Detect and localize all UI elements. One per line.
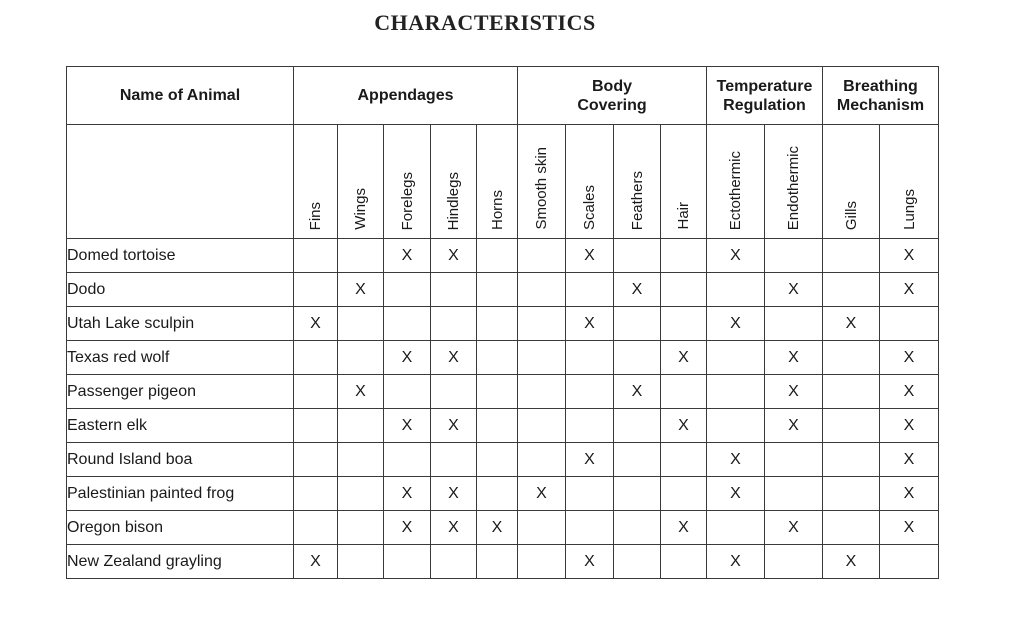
check-mark-cell: X bbox=[880, 409, 939, 443]
empty-cell bbox=[823, 239, 880, 273]
empty-cell bbox=[477, 545, 518, 579]
table-row bbox=[67, 545, 939, 579]
check-mark-cell: X bbox=[431, 409, 477, 443]
column-header-label: Hindlegs bbox=[445, 171, 462, 230]
check-mark-cell: X bbox=[431, 477, 477, 511]
empty-cell bbox=[294, 409, 338, 443]
check-mark-cell: X bbox=[880, 375, 939, 409]
empty-cell bbox=[765, 239, 823, 273]
empty-cell bbox=[765, 443, 823, 477]
empty-cell bbox=[707, 341, 765, 375]
empty-cell bbox=[477, 443, 518, 477]
animal-name: Round Island boa bbox=[67, 443, 294, 477]
empty-cell bbox=[518, 511, 566, 545]
body-covering-header: Body Covering bbox=[518, 67, 707, 125]
empty-cell bbox=[823, 375, 880, 409]
check-mark-cell: X bbox=[338, 375, 384, 409]
empty-cell bbox=[338, 307, 384, 341]
column-header-label: Ectothermic bbox=[727, 150, 744, 230]
empty-cell bbox=[431, 307, 477, 341]
check-mark-cell: X bbox=[707, 239, 765, 273]
column-header-label: Horns bbox=[488, 189, 506, 230]
empty-cell bbox=[765, 307, 823, 341]
column-header-fins bbox=[294, 125, 338, 239]
animal-name: Oregon bison bbox=[67, 511, 294, 545]
table-row bbox=[67, 341, 939, 375]
empty-cell bbox=[823, 477, 880, 511]
empty-cell bbox=[518, 341, 566, 375]
check-mark-cell: X bbox=[431, 511, 477, 545]
page-title: CHARACTERISTICS bbox=[374, 10, 596, 35]
empty-cell bbox=[431, 443, 477, 477]
column-header-endothermic bbox=[765, 125, 823, 239]
check-mark-cell: X bbox=[614, 375, 661, 409]
empty-cell bbox=[477, 375, 518, 409]
empty-cell bbox=[566, 409, 614, 443]
empty-cell bbox=[707, 375, 765, 409]
empty-cell bbox=[294, 239, 338, 273]
empty-cell bbox=[518, 307, 566, 341]
check-mark-cell: X bbox=[880, 477, 939, 511]
empty-cell bbox=[294, 443, 338, 477]
empty-cell bbox=[823, 443, 880, 477]
empty-cell bbox=[823, 409, 880, 443]
check-mark-cell: X bbox=[880, 341, 939, 375]
column-header-label: Hair bbox=[675, 202, 692, 230]
empty-cell bbox=[765, 545, 823, 579]
column-header-label: Scales bbox=[581, 184, 598, 230]
check-mark-cell: X bbox=[431, 341, 477, 375]
empty-cell bbox=[338, 443, 384, 477]
table-row bbox=[67, 409, 939, 443]
empty-cell bbox=[765, 477, 823, 511]
column-header-label: Smooth skin bbox=[533, 147, 550, 230]
empty-cell bbox=[384, 307, 431, 341]
check-mark-cell: X bbox=[566, 239, 614, 273]
empty-cell bbox=[477, 409, 518, 443]
column-header-scales bbox=[566, 125, 614, 239]
animal-name: Eastern elk bbox=[67, 409, 294, 443]
empty-cell bbox=[661, 375, 707, 409]
empty-cell bbox=[294, 511, 338, 545]
empty-cell bbox=[477, 273, 518, 307]
column-header-wings bbox=[338, 125, 384, 239]
check-mark-cell: X bbox=[707, 545, 765, 579]
empty-cell bbox=[338, 511, 384, 545]
column-header-label: Wings bbox=[352, 188, 369, 230]
empty-cell bbox=[384, 443, 431, 477]
check-mark-cell: X bbox=[707, 443, 765, 477]
empty-cell bbox=[518, 273, 566, 307]
empty-cell bbox=[614, 477, 661, 511]
empty-cell bbox=[338, 239, 384, 273]
check-mark-cell: X bbox=[823, 545, 880, 579]
empty-cell bbox=[614, 511, 661, 545]
check-mark-cell: X bbox=[566, 307, 614, 341]
check-mark-cell: X bbox=[518, 477, 566, 511]
group-header-row bbox=[67, 67, 939, 125]
check-mark-cell: X bbox=[661, 341, 707, 375]
column-header-gills bbox=[823, 125, 880, 239]
check-mark-cell: X bbox=[707, 477, 765, 511]
table-row bbox=[67, 239, 939, 273]
check-mark-cell: X bbox=[765, 511, 823, 545]
empty-cell bbox=[477, 307, 518, 341]
column-header-ectothermic bbox=[707, 125, 765, 239]
column-header-label: Gills bbox=[842, 200, 860, 230]
animal-name: Dodo bbox=[67, 273, 294, 307]
animal-name: Utah Lake sculpin bbox=[67, 307, 294, 341]
empty-cell bbox=[338, 477, 384, 511]
empty-cell bbox=[823, 273, 880, 307]
empty-cell bbox=[661, 307, 707, 341]
temperature-regulation-header: Temperature Regulation bbox=[707, 67, 823, 125]
empty-cell bbox=[880, 307, 939, 341]
check-mark-cell: X bbox=[707, 307, 765, 341]
column-header-feathers bbox=[614, 125, 661, 239]
check-mark-cell: X bbox=[614, 273, 661, 307]
column-header-horns bbox=[477, 125, 518, 239]
check-mark-cell: X bbox=[661, 511, 707, 545]
empty-cell bbox=[294, 341, 338, 375]
empty-cell bbox=[518, 409, 566, 443]
check-mark-cell: X bbox=[823, 307, 880, 341]
table-row bbox=[67, 307, 939, 341]
check-mark-cell: X bbox=[477, 511, 518, 545]
empty-cell bbox=[294, 375, 338, 409]
table-row bbox=[67, 477, 939, 511]
check-mark-cell: X bbox=[384, 409, 431, 443]
check-mark-cell: X bbox=[765, 375, 823, 409]
empty-cell bbox=[661, 545, 707, 579]
check-mark-cell: X bbox=[880, 273, 939, 307]
column-header-label: Fins bbox=[307, 201, 324, 230]
empty-cell bbox=[614, 239, 661, 273]
empty-cell bbox=[518, 375, 566, 409]
blank-header-cell bbox=[67, 125, 294, 239]
column-header-forelegs bbox=[384, 125, 431, 239]
breathing-mechanism-header: Breathing Mechanism bbox=[823, 67, 939, 125]
empty-cell bbox=[566, 341, 614, 375]
table-body bbox=[67, 239, 939, 579]
empty-cell bbox=[823, 341, 880, 375]
check-mark-cell: X bbox=[661, 409, 707, 443]
empty-cell bbox=[566, 511, 614, 545]
animal-name: Texas red wolf bbox=[67, 341, 294, 375]
empty-cell bbox=[614, 307, 661, 341]
column-header-hindlegs bbox=[431, 125, 477, 239]
subheader-row bbox=[67, 125, 939, 239]
empty-cell bbox=[338, 341, 384, 375]
check-mark-cell: X bbox=[384, 239, 431, 273]
empty-cell bbox=[431, 545, 477, 579]
empty-cell bbox=[477, 341, 518, 375]
check-mark-cell: X bbox=[880, 511, 939, 545]
check-mark-cell: X bbox=[384, 341, 431, 375]
empty-cell bbox=[518, 545, 566, 579]
empty-cell bbox=[338, 409, 384, 443]
empty-cell bbox=[661, 477, 707, 511]
empty-cell bbox=[707, 409, 765, 443]
appendages-header: Appendages bbox=[294, 67, 518, 125]
check-mark-cell: X bbox=[294, 545, 338, 579]
empty-cell bbox=[431, 375, 477, 409]
empty-cell bbox=[518, 239, 566, 273]
animal-name: Domed tortoise bbox=[67, 239, 294, 273]
column-header-label: Forelegs bbox=[398, 171, 416, 230]
empty-cell bbox=[384, 375, 431, 409]
check-mark-cell: X bbox=[880, 239, 939, 273]
empty-cell bbox=[880, 545, 939, 579]
empty-cell bbox=[566, 273, 614, 307]
empty-cell bbox=[614, 545, 661, 579]
check-mark-cell: X bbox=[765, 409, 823, 443]
animal-name: Palestinian painted frog bbox=[67, 477, 294, 511]
empty-cell bbox=[707, 273, 765, 307]
empty-cell bbox=[707, 511, 765, 545]
check-mark-cell: X bbox=[566, 545, 614, 579]
check-mark-cell: X bbox=[384, 477, 431, 511]
check-mark-cell: X bbox=[384, 511, 431, 545]
table-row bbox=[67, 375, 939, 409]
column-header-label: Feathers bbox=[628, 170, 646, 230]
column-header-lungs bbox=[880, 125, 939, 239]
check-mark-cell: X bbox=[431, 239, 477, 273]
animal-name: New Zealand grayling bbox=[67, 545, 294, 579]
table-row bbox=[67, 273, 939, 307]
empty-cell bbox=[431, 273, 477, 307]
empty-cell bbox=[518, 443, 566, 477]
animal-name: Passenger pigeon bbox=[67, 375, 294, 409]
name-of-animal-header: Name of Animal bbox=[67, 67, 294, 125]
column-header-smooth-skin bbox=[518, 125, 566, 239]
table-row bbox=[67, 443, 939, 477]
check-mark-cell: X bbox=[880, 443, 939, 477]
check-mark-cell: X bbox=[765, 341, 823, 375]
check-mark-cell: X bbox=[566, 443, 614, 477]
column-header-label: Lungs bbox=[900, 189, 918, 230]
empty-cell bbox=[823, 511, 880, 545]
empty-cell bbox=[614, 409, 661, 443]
check-mark-cell: X bbox=[338, 273, 384, 307]
empty-cell bbox=[661, 239, 707, 273]
empty-cell bbox=[614, 443, 661, 477]
empty-cell bbox=[614, 341, 661, 375]
empty-cell bbox=[477, 477, 518, 511]
empty-cell bbox=[338, 545, 384, 579]
empty-cell bbox=[384, 273, 431, 307]
table-row bbox=[67, 511, 939, 545]
empty-cell bbox=[477, 239, 518, 273]
empty-cell bbox=[661, 443, 707, 477]
column-header-hair bbox=[661, 125, 707, 239]
characteristics-table bbox=[66, 66, 939, 579]
empty-cell bbox=[294, 477, 338, 511]
empty-cell bbox=[661, 273, 707, 307]
empty-cell bbox=[566, 375, 614, 409]
empty-cell bbox=[566, 477, 614, 511]
column-header-label: Endothermic bbox=[785, 145, 802, 230]
check-mark-cell: X bbox=[294, 307, 338, 341]
empty-cell bbox=[294, 273, 338, 307]
check-mark-cell: X bbox=[765, 273, 823, 307]
empty-cell bbox=[384, 545, 431, 579]
